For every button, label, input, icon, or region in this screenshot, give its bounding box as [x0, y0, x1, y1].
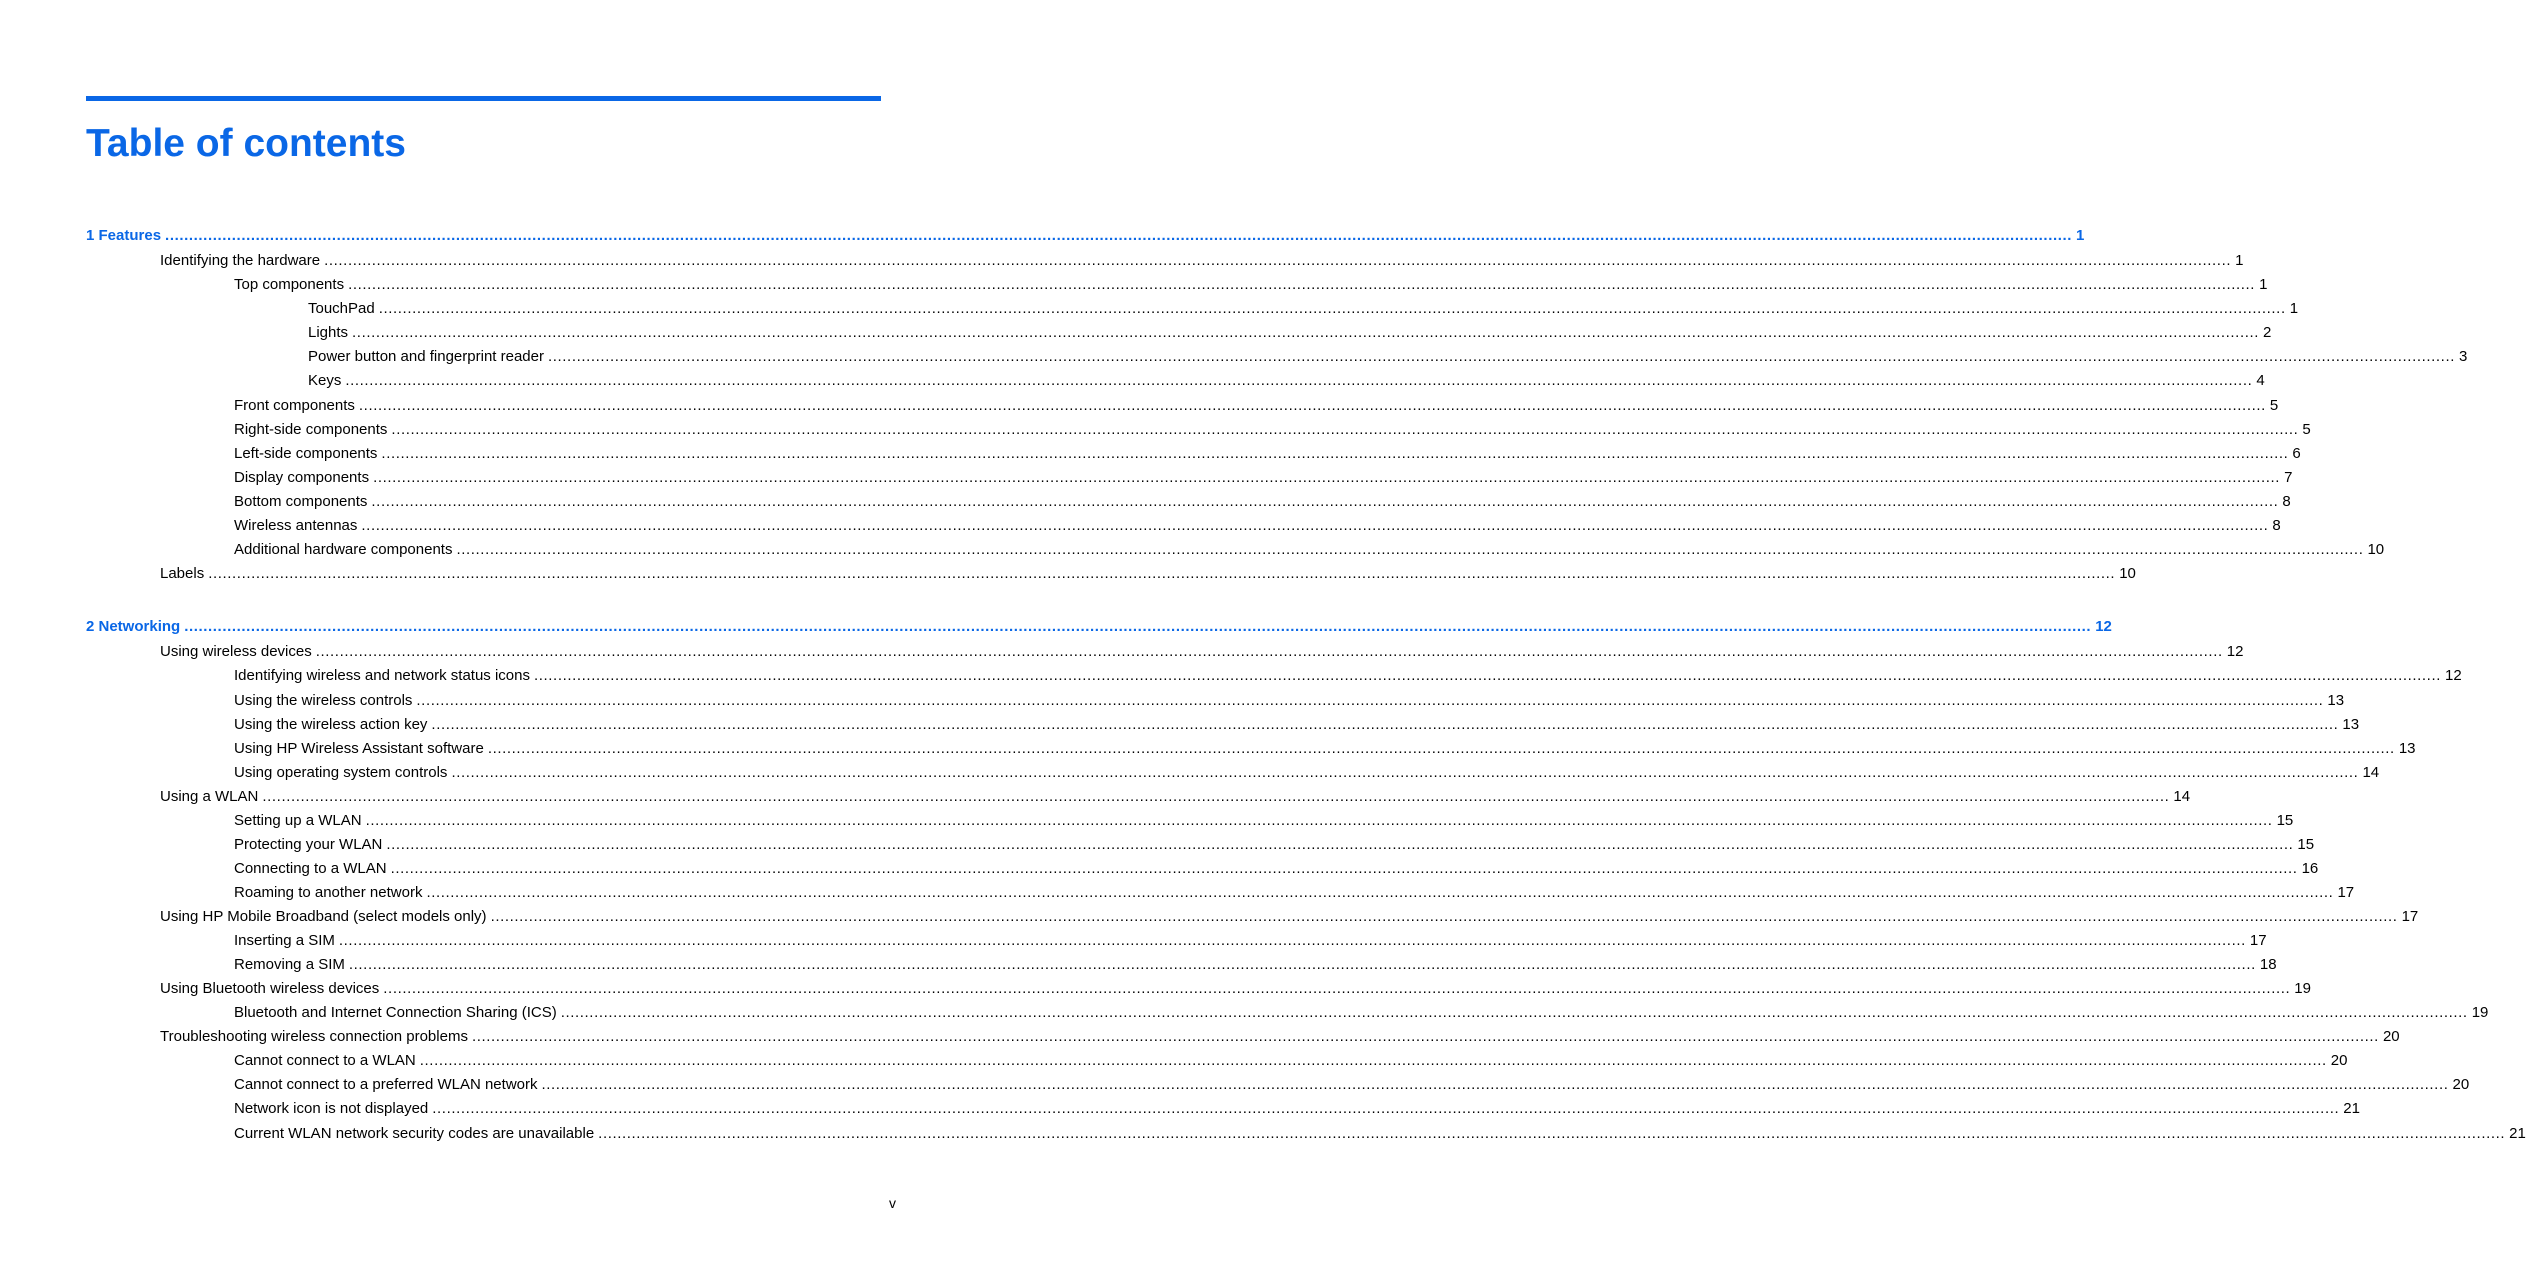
toc-entry-page-number: 21	[2343, 1100, 2360, 1117]
toc-entry-page-number: 13	[2398, 740, 2416, 757]
toc-entry-page-number: 1	[2289, 300, 2299, 317]
toc-entry-label: Cannot connect to a WLAN	[234, 1052, 416, 1069]
toc-entry[interactable]	[234, 763, 2380, 783]
toc-entry[interactable]	[308, 299, 2299, 319]
dot-leader: ................................................................................................................................................................................................................................................................................................................................................................................................................	[373, 469, 2281, 486]
dot-leader: ................................................................................................................................................................................................................................................................................................................................................................................................................	[431, 716, 2339, 733]
toc-entry-page-number: 1	[2235, 252, 2244, 269]
toc-entry-page-number: 1	[2076, 227, 2085, 244]
dot-leader: ................................................................................................................................................................................................................................................................................................................................................................................................................	[391, 421, 2299, 438]
toc-entry-label: Front components	[234, 397, 355, 414]
dot-leader: ................................................................................................................................................................................................................................................................................................................................................................................................................	[358, 397, 2266, 414]
toc-entry-page-number: 14	[2362, 764, 2380, 781]
dot-leader: ................................................................................................................................................................................................................................................................................................................................................................................................................	[598, 1125, 2506, 1142]
toc-entry-label: Using Bluetooth wireless devices	[160, 980, 380, 997]
dot-leader: ................................................................................................................................................................................................................................................................................................................................................................................................................	[386, 836, 2294, 853]
toc-entry[interactable]	[234, 396, 2279, 416]
dot-leader: ................................................................................................................................................................................................................................................................................................................................................................................................................	[348, 956, 2256, 973]
toc-entry[interactable]	[234, 811, 2294, 831]
dot-leader: ................................................................................................................................................................................................................................................................................................................................................................................................................	[533, 667, 2441, 684]
toc-entry-page-number: 1	[2259, 276, 2268, 293]
dot-leader: ................................................................................................................................................................................................................................................................................................................................................................................................................	[416, 692, 2324, 709]
dot-leader: ................................................................................................................................................................................................................................................................................................................................................................................................................	[560, 1004, 2468, 1021]
toc-entry[interactable]	[234, 955, 2277, 975]
toc-entry-label: Roaming to another network	[234, 884, 423, 901]
toc-entry-page-number: 14	[2173, 788, 2191, 805]
toc-entry-label: TouchPad	[308, 300, 375, 317]
toc-entry-page-number: 7	[2284, 469, 2293, 486]
toc-entry-page-number: 12	[2095, 618, 2112, 635]
toc-entry-page-number: 8	[2282, 493, 2291, 510]
dot-leader: ................................................................................................................................................................................................................................................................................................................................................................................................................	[451, 764, 2359, 781]
toc-entry-label: Network icon is not displayed	[234, 1100, 429, 1117]
toc-entry-page-number: 6	[2292, 445, 2301, 462]
toc-entry[interactable]	[308, 347, 2468, 367]
toc-entry-page-number: 5	[2302, 421, 2311, 438]
toc-entry-label: Labels	[160, 565, 205, 582]
toc-entry-page-number: 13	[2327, 692, 2345, 709]
dot-leader: ................................................................................................................................................................................................................................................................................................................................................................................................................	[541, 1076, 2449, 1093]
toc-chapter-entry[interactable]	[86, 226, 2085, 246]
toc-entry[interactable]	[160, 907, 2419, 927]
toc-entry-label: Identifying wireless and network status icons	[234, 667, 530, 684]
toc-entry-page-number: 12	[2444, 667, 2462, 684]
toc-entry-label: Using the wireless controls	[234, 692, 413, 709]
toc-entry[interactable]	[234, 666, 2462, 686]
toc-entry[interactable]	[160, 564, 2136, 584]
toc-entry-page-number: 20	[2382, 1028, 2400, 1045]
toc-entry-page-number: 20	[2452, 1076, 2470, 1093]
toc-entry[interactable]	[234, 444, 2301, 464]
toc-entry[interactable]	[234, 468, 2293, 488]
toc-entry-label: Using HP Wireless Assistant software	[234, 740, 484, 757]
toc-entry-page-number: 17	[2337, 884, 2355, 901]
toc-entry-label: Connecting to a WLAN	[234, 860, 387, 877]
toc-entry[interactable]	[160, 1027, 2400, 1047]
dot-leader: ................................................................................................................................................................................................................................................................................................................................................................................................................	[432, 1100, 2340, 1117]
dot-leader: ................................................................................................................................................................................................................................................................................................................................................................................................................	[381, 445, 2289, 462]
toc-entry-page-number: 16	[2301, 860, 2319, 877]
toc-entry-label: Right-side components	[234, 421, 388, 438]
dot-leader: ................................................................................................................................................................................................................................................................................................................................................................................................................	[345, 372, 2253, 389]
toc-entry[interactable]	[234, 1051, 2348, 1071]
toc-entry-label: Identifying the hardware	[160, 252, 321, 269]
toc-entry-label: Setting up a WLAN	[234, 812, 362, 829]
dot-leader: ................................................................................................................................................................................................................................................................................................................................................................................................................	[419, 1052, 2327, 1069]
toc-entry[interactable]	[234, 420, 2311, 440]
toc-entry-page-number: 21	[2509, 1125, 2526, 1142]
dot-leader: ................................................................................................................................................................................................................................................................................................................................................................................................................	[426, 884, 2334, 901]
toc-entry-page-number: 10	[2119, 565, 2136, 582]
dot-leader: ................................................................................................................................................................................................................................................................................................................................................................................................................	[361, 517, 2269, 534]
page-title: Table of contents	[86, 122, 406, 165]
toc-entry-label: Using the wireless action key	[234, 716, 428, 733]
toc-entry-page-number: 18	[2259, 956, 2277, 973]
dot-leader: ................................................................................................................................................................................................................................................................................................................................................................................................................	[365, 812, 2273, 829]
toc-entry[interactable]	[234, 835, 2315, 855]
toc-entry-label: Using a WLAN	[160, 788, 259, 805]
toc-entry-label: Bluetooth and Internet Connection Sharing (ICS)	[234, 1004, 557, 1021]
toc-entry[interactable]	[234, 1075, 2470, 1095]
toc-entry[interactable]	[234, 492, 2291, 512]
toc-entry[interactable]	[234, 859, 2319, 879]
toc-entry-label: Cannot connect to a preferred WLAN network	[234, 1076, 538, 1093]
toc-entry-label: Inserting a SIM	[234, 932, 335, 949]
toc-entry-label: Using HP Mobile Broadband (select models only)	[160, 908, 487, 925]
toc-entry[interactable]	[234, 516, 2281, 536]
dot-leader: ................................................................................................................................................................................................................................................................................................................................................................................................................	[338, 932, 2246, 949]
page-number: v	[889, 1195, 896, 1211]
dot-leader: ................................................................................................................................................................................................................................................................................................................................................................................................................	[390, 860, 2298, 877]
toc-entry[interactable]	[234, 715, 2360, 735]
dot-leader: ................................................................................................................................................................................................................................................................................................................................................................................................................	[315, 643, 2223, 660]
toc-entry[interactable]	[234, 540, 2385, 560]
toc-entry-page-number: 17	[2401, 908, 2419, 925]
toc-entry-label: Bottom components	[234, 493, 368, 510]
toc-entry-label: Power button and fingerprint reader	[308, 348, 544, 365]
dot-leader: ................................................................................................................................................................................................................................................................................................................................................................................................................	[165, 227, 2073, 244]
toc-entry-page-number: 4	[2256, 372, 2265, 389]
toc-entry-page-number: 19	[2294, 980, 2311, 997]
toc-entry[interactable]	[234, 691, 2345, 711]
toc-entry-label: Top components	[234, 276, 345, 293]
toc-entry[interactable]	[160, 787, 2191, 807]
toc-entry-page-number: 8	[2272, 517, 2281, 534]
toc-entry-page-number: 2	[2263, 324, 2272, 341]
dot-leader: ................................................................................................................................................................................................................................................................................................................................................................................................................	[487, 740, 2395, 757]
dot-leader: ................................................................................................................................................................................................................................................................................................................................................................................................................	[371, 493, 2279, 510]
dot-leader: ................................................................................................................................................................................................................................................................................................................................................................................................................	[456, 541, 2364, 558]
toc-entry[interactable]	[234, 931, 2267, 951]
toc-entry-label: Keys	[308, 372, 342, 389]
toc-entry[interactable]	[308, 371, 2265, 391]
toc-entry-label: Display components	[234, 469, 370, 486]
toc-entry-label: Wireless antennas	[234, 517, 358, 534]
toc-entry-label: Lights	[308, 324, 349, 341]
dot-leader: ................................................................................................................................................................................................................................................................................................................................................................................................................	[471, 1028, 2379, 1045]
toc-entry[interactable]	[160, 979, 2311, 999]
dot-leader: ................................................................................................................................................................................................................................................................................................................................................................................................................	[324, 252, 2232, 269]
toc-entry-label: Using wireless devices	[160, 643, 312, 660]
dot-leader: ................................................................................................................................................................................................................................................................................................................................................................................................................	[547, 348, 2455, 365]
toc-entry[interactable]	[234, 275, 2268, 295]
toc-entry[interactable]	[234, 1099, 2360, 1119]
toc-entry-page-number: 19	[2471, 1004, 2489, 1021]
dot-leader: ................................................................................................................................................................................................................................................................................................................................................................................................................	[352, 324, 2260, 341]
toc-entry-page-number: 10	[2367, 541, 2385, 558]
toc-entry-page-number: 3	[2458, 348, 2468, 365]
toc-entry-label: 1 Features	[86, 227, 162, 244]
toc-entry-page-number: 20	[2330, 1052, 2348, 1069]
toc-entry-label: Removing a SIM	[234, 956, 345, 973]
dot-leader: ................................................................................................................................................................................................................................................................................................................................................................................................................	[378, 300, 2286, 317]
toc-entry-page-number: 15	[2276, 812, 2294, 829]
toc-entry[interactable]	[234, 883, 2355, 903]
dot-leader: ................................................................................................................................................................................................................................................................................................................................................................................................................	[208, 565, 2116, 582]
toc-entry[interactable]	[160, 642, 2244, 662]
dot-leader: ................................................................................................................................................................................................................................................................................................................................................................................................................	[184, 618, 2092, 635]
toc-entry[interactable]	[160, 251, 2244, 271]
toc-entry-label: Additional hardware components	[234, 541, 453, 558]
toc-entry-page-number: 15	[2297, 836, 2315, 853]
toc-entry[interactable]	[234, 1003, 2489, 1023]
toc-entry[interactable]	[234, 739, 2416, 759]
toc-entry-page-number: 5	[2269, 397, 2279, 414]
toc-entry-page-number: 17	[2249, 932, 2267, 949]
dot-leader: ................................................................................................................................................................................................................................................................................................................................................................................................................	[348, 276, 2256, 293]
toc-entry-label: Current WLAN network security codes are unavailable	[234, 1125, 595, 1142]
toc-entry[interactable]	[234, 1124, 2526, 1144]
toc-entry-label: 2 Networking	[86, 618, 181, 635]
toc-entry-page-number: 12	[2226, 643, 2244, 660]
toc-chapter-entry[interactable]	[86, 617, 2112, 637]
dot-leader: ................................................................................................................................................................................................................................................................................................................................................................................................................	[383, 980, 2291, 997]
dot-leader: ................................................................................................................................................................................................................................................................................................................................................................................................................	[262, 788, 2170, 805]
toc-entry-label: Troubleshooting wireless connection problems	[160, 1028, 468, 1045]
toc-entry-label: Protecting your WLAN	[234, 836, 383, 853]
toc-entry[interactable]	[308, 323, 2272, 343]
toc-entry-label: Left-side components	[234, 445, 378, 462]
dot-leader: ................................................................................................................................................................................................................................................................................................................................................................................................................	[490, 908, 2398, 925]
toc-entry-label: Using operating system controls	[234, 764, 448, 781]
toc-entry-page-number: 13	[2342, 716, 2360, 733]
